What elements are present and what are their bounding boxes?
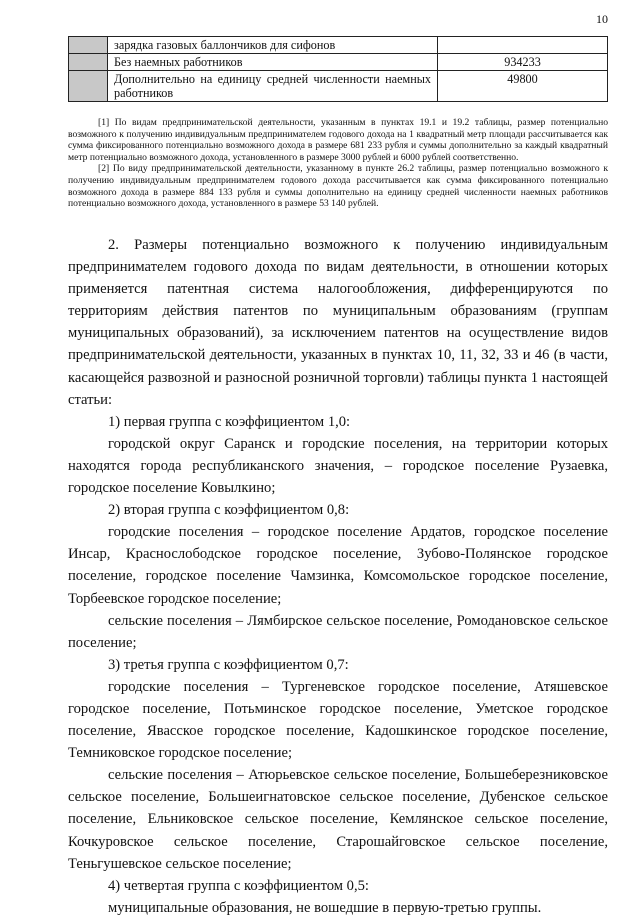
table-cell-label: Дополнительно на единицу средней численности наемных работников — [108, 71, 438, 102]
group3-rural: сельские поселения – Атюрьевское сельское поселение, Большеберезниковское сельское поселение, Большеигнатовское сельское поселение, Дубенское сельское поселение, Ельниковское сельское поселение, Кемлянское сельское поселение, Кочкуровское сельское поселение, Старошайговское сельское поселение, Теньгушевское сельское поселение; — [68, 767, 608, 872]
table-cell-value: 49800 — [438, 71, 608, 102]
table-row — [69, 54, 608, 71]
table-cell-value: 934233 — [438, 54, 608, 71]
paragraph-intro: 2. Размеры потенциально возможного к получению индивидуальным предпринимателем годового дохода по видам деятельности, в отношении которых применяется патентная система налогообложения, дифференцируются по территориям действия патентов по муниципальным образованиям (группам муниципальных образований), за исключением патентов на осуществление видов предпринимательской деятельности, указанных в пунктах 10, 11, 32, 33 и 46 (в части, касающейся развозной и разносной розничной торговли) таблицы пункта 1 настоящей статьи: — [68, 237, 608, 408]
income-table — [68, 36, 608, 102]
group1-text: городской округ Саранск и городские поселения, на территории которых находятся города республиканского значения, – городское поселение Рузаевка, городское поселение Ковылкино; — [68, 435, 608, 497]
table-cell-shaded — [69, 37, 108, 54]
group2-title: 2) вторая группа с коэффициентом 0,8: — [108, 502, 350, 519]
group2-urban: городские поселения – городское поселение Ардатов, городское поселение Инсар, Краснослободское городское поселение, Зубово-Полянское городское поселение, городское поселение Чамзинка, Комсомольское городское поселение, Торбеевское городское поселение; — [68, 524, 608, 607]
table-cell-shaded — [69, 71, 108, 102]
footnote-1: [1] По видам предпринимательской деятельности, указанным в пунктах 19.1 и 19.2 таблицы, размер потенциально возможного к получению индивидуальным предпринимателем годового дохода на 1 квадратный метр площади рассчитывается как сумма фиксированного потенциально возможного дохода в размере 681 233 рубля и суммы дополнительно за каждый квадратный метр потенциально возможного дохода, установленного в размере 3000 рублей и 6000 рублей соответственно. — [68, 117, 608, 163]
table-cell-value — [438, 37, 608, 54]
footnote-2: [2] По виду предпринимательской деятельности, указанному в пункте 26.2 таблицы, размер потенциально возможного к получению индивидуальным предпринимателем годового дохода рассчитывается как сумма фиксированного потенциально возможного дохода в размере 884 133 рубля и суммы дополнительно на единицу средней численности наемных работников потенциально возможного дохода, установленного в размере 53 140 рублей. — [68, 163, 608, 210]
page-number: 10 — [596, 12, 608, 26]
group1-title: 1) первая группа с коэффициентом 1,0: — [108, 413, 351, 430]
table-row — [69, 71, 608, 102]
group3-title: 3) третья группа с коэффициентом 0,7: — [108, 656, 349, 673]
table-cell-label: зарядка газовых баллончиков для сифонов — [108, 37, 438, 54]
table-row — [69, 37, 608, 54]
document-body — [68, 234, 608, 919]
table-cell-label: Без наемных работников — [108, 54, 438, 71]
group2-rural: сельские поселения – Лямбирское сельское поселение, Ромодановское сельское поселение; — [68, 612, 608, 651]
group4-text: муниципальные образования, не вошедшие в первую-третью группы. — [108, 899, 542, 916]
table-cell-shaded — [69, 54, 108, 71]
group4-title: 4) четвертая группа с коэффициентом 0,5: — [108, 877, 369, 894]
footnotes — [68, 117, 608, 210]
group3-urban: городские поселения – Тургеневское городское поселение, Атяшевское городское поселение, Потьминское городское поселение, Уметское городское поселение, Явасское городское поселение, Кадошкинское городское поселение, Темниковское городское поселение; — [68, 678, 608, 762]
